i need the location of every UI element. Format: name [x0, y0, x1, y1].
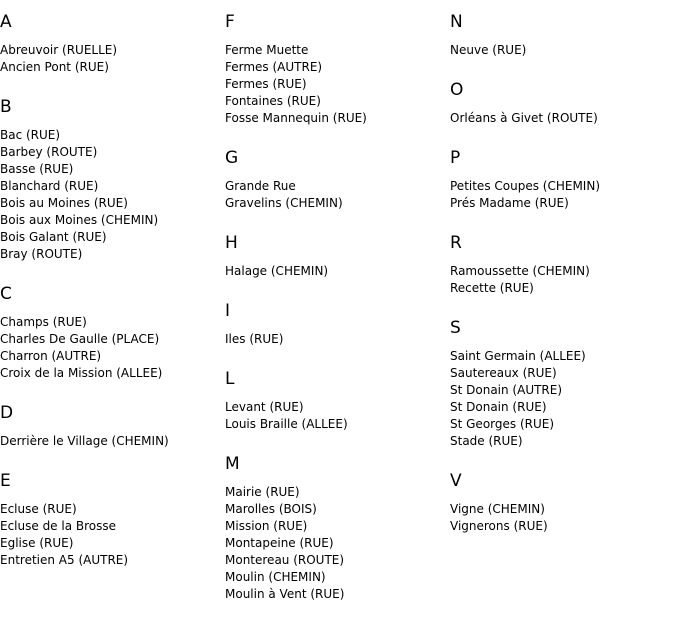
section-letter-heading: P [450, 148, 461, 168]
section-letter-heading: C [0, 284, 12, 304]
section-letter-heading: H [225, 233, 238, 253]
street-item: Charles De Gaulle (PLACE) [0, 332, 160, 346]
street-item: Fosse Mannequin (RUE) [225, 111, 367, 125]
street-item: Bois Galant (RUE) [0, 230, 107, 244]
street-item: Vigne (CHEMIN) [450, 502, 545, 516]
street-list [225, 42, 450, 127]
street-list [0, 314, 225, 382]
letter-section [450, 0, 675, 59]
street-list [450, 263, 675, 297]
street-list [0, 433, 225, 450]
street-list [450, 501, 675, 535]
street-list [450, 42, 675, 59]
street-item: Ecluse de la Brosse [0, 519, 117, 533]
street-item: Sautereaux (RUE) [450, 366, 557, 380]
section-letter-heading: E [0, 471, 11, 491]
street-item: Fermes (AUTRE) [225, 60, 323, 74]
street-item: Bray (ROUTE) [0, 247, 83, 261]
street-item: Moulin à Vent (RUE) [225, 587, 345, 601]
street-item: Moulin (CHEMIN) [225, 570, 326, 584]
letter-section [225, 280, 450, 348]
street-list [0, 127, 225, 263]
street-item: Entretien A5 (AUTRE) [0, 553, 129, 567]
street-item: Fermes (RUE) [225, 77, 307, 91]
street-list [450, 178, 675, 212]
section-letter-heading: S [450, 318, 461, 338]
street-list [450, 348, 675, 450]
street-item: Prés Madame (RUE) [450, 196, 569, 210]
letter-section [450, 59, 675, 127]
letter-section [0, 0, 225, 76]
letter-section [450, 127, 675, 212]
section-letter-heading: A [0, 12, 12, 32]
street-item: Eglise (RUE) [0, 536, 74, 550]
street-item: Ramoussette (CHEMIN) [450, 264, 590, 278]
street-item: Neuve (RUE) [450, 43, 527, 57]
street-item: Gravelins (CHEMIN) [225, 196, 343, 210]
street-list [0, 42, 225, 76]
street-list [225, 399, 450, 433]
street-item: Orléans à Givet (ROUTE) [450, 111, 598, 125]
letter-section [225, 0, 450, 127]
street-list [0, 501, 225, 569]
street-item: Louis Braille (ALLEE) [225, 417, 348, 431]
street-item: Ecluse (RUE) [0, 502, 77, 516]
letter-section [0, 450, 225, 569]
section-letter-heading: F [225, 12, 235, 32]
street-item: Blanchard (RUE) [0, 179, 99, 193]
street-item: Halage (CHEMIN) [225, 264, 329, 278]
street-item: Mairie (RUE) [225, 485, 300, 499]
street-item: Bois au Moines (RUE) [0, 196, 128, 210]
section-letter-heading: R [450, 233, 462, 253]
street-item: Marolles (BOIS) [225, 502, 317, 516]
street-item: Montapeine (RUE) [225, 536, 334, 550]
street-list [225, 484, 450, 603]
street-item: Basse (RUE) [0, 162, 74, 176]
index-column [450, 0, 675, 535]
street-list [225, 178, 450, 212]
index-column [0, 0, 225, 569]
section-letter-heading: O [450, 80, 464, 100]
letter-section [450, 212, 675, 297]
index-column [225, 0, 450, 603]
street-item: Abreuvoir (RUELLE) [0, 43, 118, 57]
letter-section [225, 348, 450, 433]
street-item: Stade (RUE) [450, 434, 523, 448]
street-item: Recette (RUE) [450, 281, 534, 295]
street-item: St Donain (RUE) [450, 400, 547, 414]
section-letter-heading: D [0, 403, 14, 423]
street-item: Champs (RUE) [0, 315, 87, 329]
street-item: St Donain (AUTRE) [450, 383, 563, 397]
street-item: Derrière le Village (CHEMIN) [0, 434, 169, 448]
street-item: Mission (RUE) [225, 519, 308, 533]
letter-section [0, 263, 225, 382]
street-list [450, 110, 675, 127]
letter-section [0, 382, 225, 450]
street-item: Grande Rue [225, 179, 296, 193]
street-item: Petites Coupes (CHEMIN) [450, 179, 600, 193]
street-item: Saint Germain (ALLEE) [450, 349, 586, 363]
section-letter-heading: V [450, 471, 462, 491]
street-item: Levant (RUE) [225, 400, 304, 414]
street-item: Montereau (ROUTE) [225, 553, 345, 567]
street-item: Iles (RUE) [225, 332, 284, 346]
street-item: Ferme Muette [225, 43, 309, 57]
letter-section [225, 212, 450, 280]
section-letter-heading: B [0, 97, 12, 117]
letter-section [0, 76, 225, 263]
street-list [225, 331, 450, 348]
street-item: Bois aux Moines (CHEMIN) [0, 213, 159, 227]
street-item: St Georges (RUE) [450, 417, 555, 431]
street-item: Barbey (ROUTE) [0, 145, 98, 159]
street-item: Vignerons (RUE) [450, 519, 548, 533]
street-item: Bac (RUE) [0, 128, 61, 142]
letter-section [225, 127, 450, 212]
letter-section [450, 297, 675, 450]
section-letter-heading: I [225, 301, 231, 321]
letter-section [450, 450, 675, 535]
street-item: Croix de la Mission (ALLEE) [0, 366, 163, 380]
section-letter-heading: L [225, 369, 235, 389]
section-letter-heading: N [450, 12, 463, 32]
letter-section [225, 433, 450, 603]
section-letter-heading: M [225, 454, 240, 474]
street-item: Charron (AUTRE) [0, 349, 102, 363]
section-letter-heading: G [225, 148, 239, 168]
street-item: Ancien Pont (RUE) [0, 60, 109, 74]
street-item: Fontaines (RUE) [225, 94, 321, 108]
street-list [225, 263, 450, 280]
